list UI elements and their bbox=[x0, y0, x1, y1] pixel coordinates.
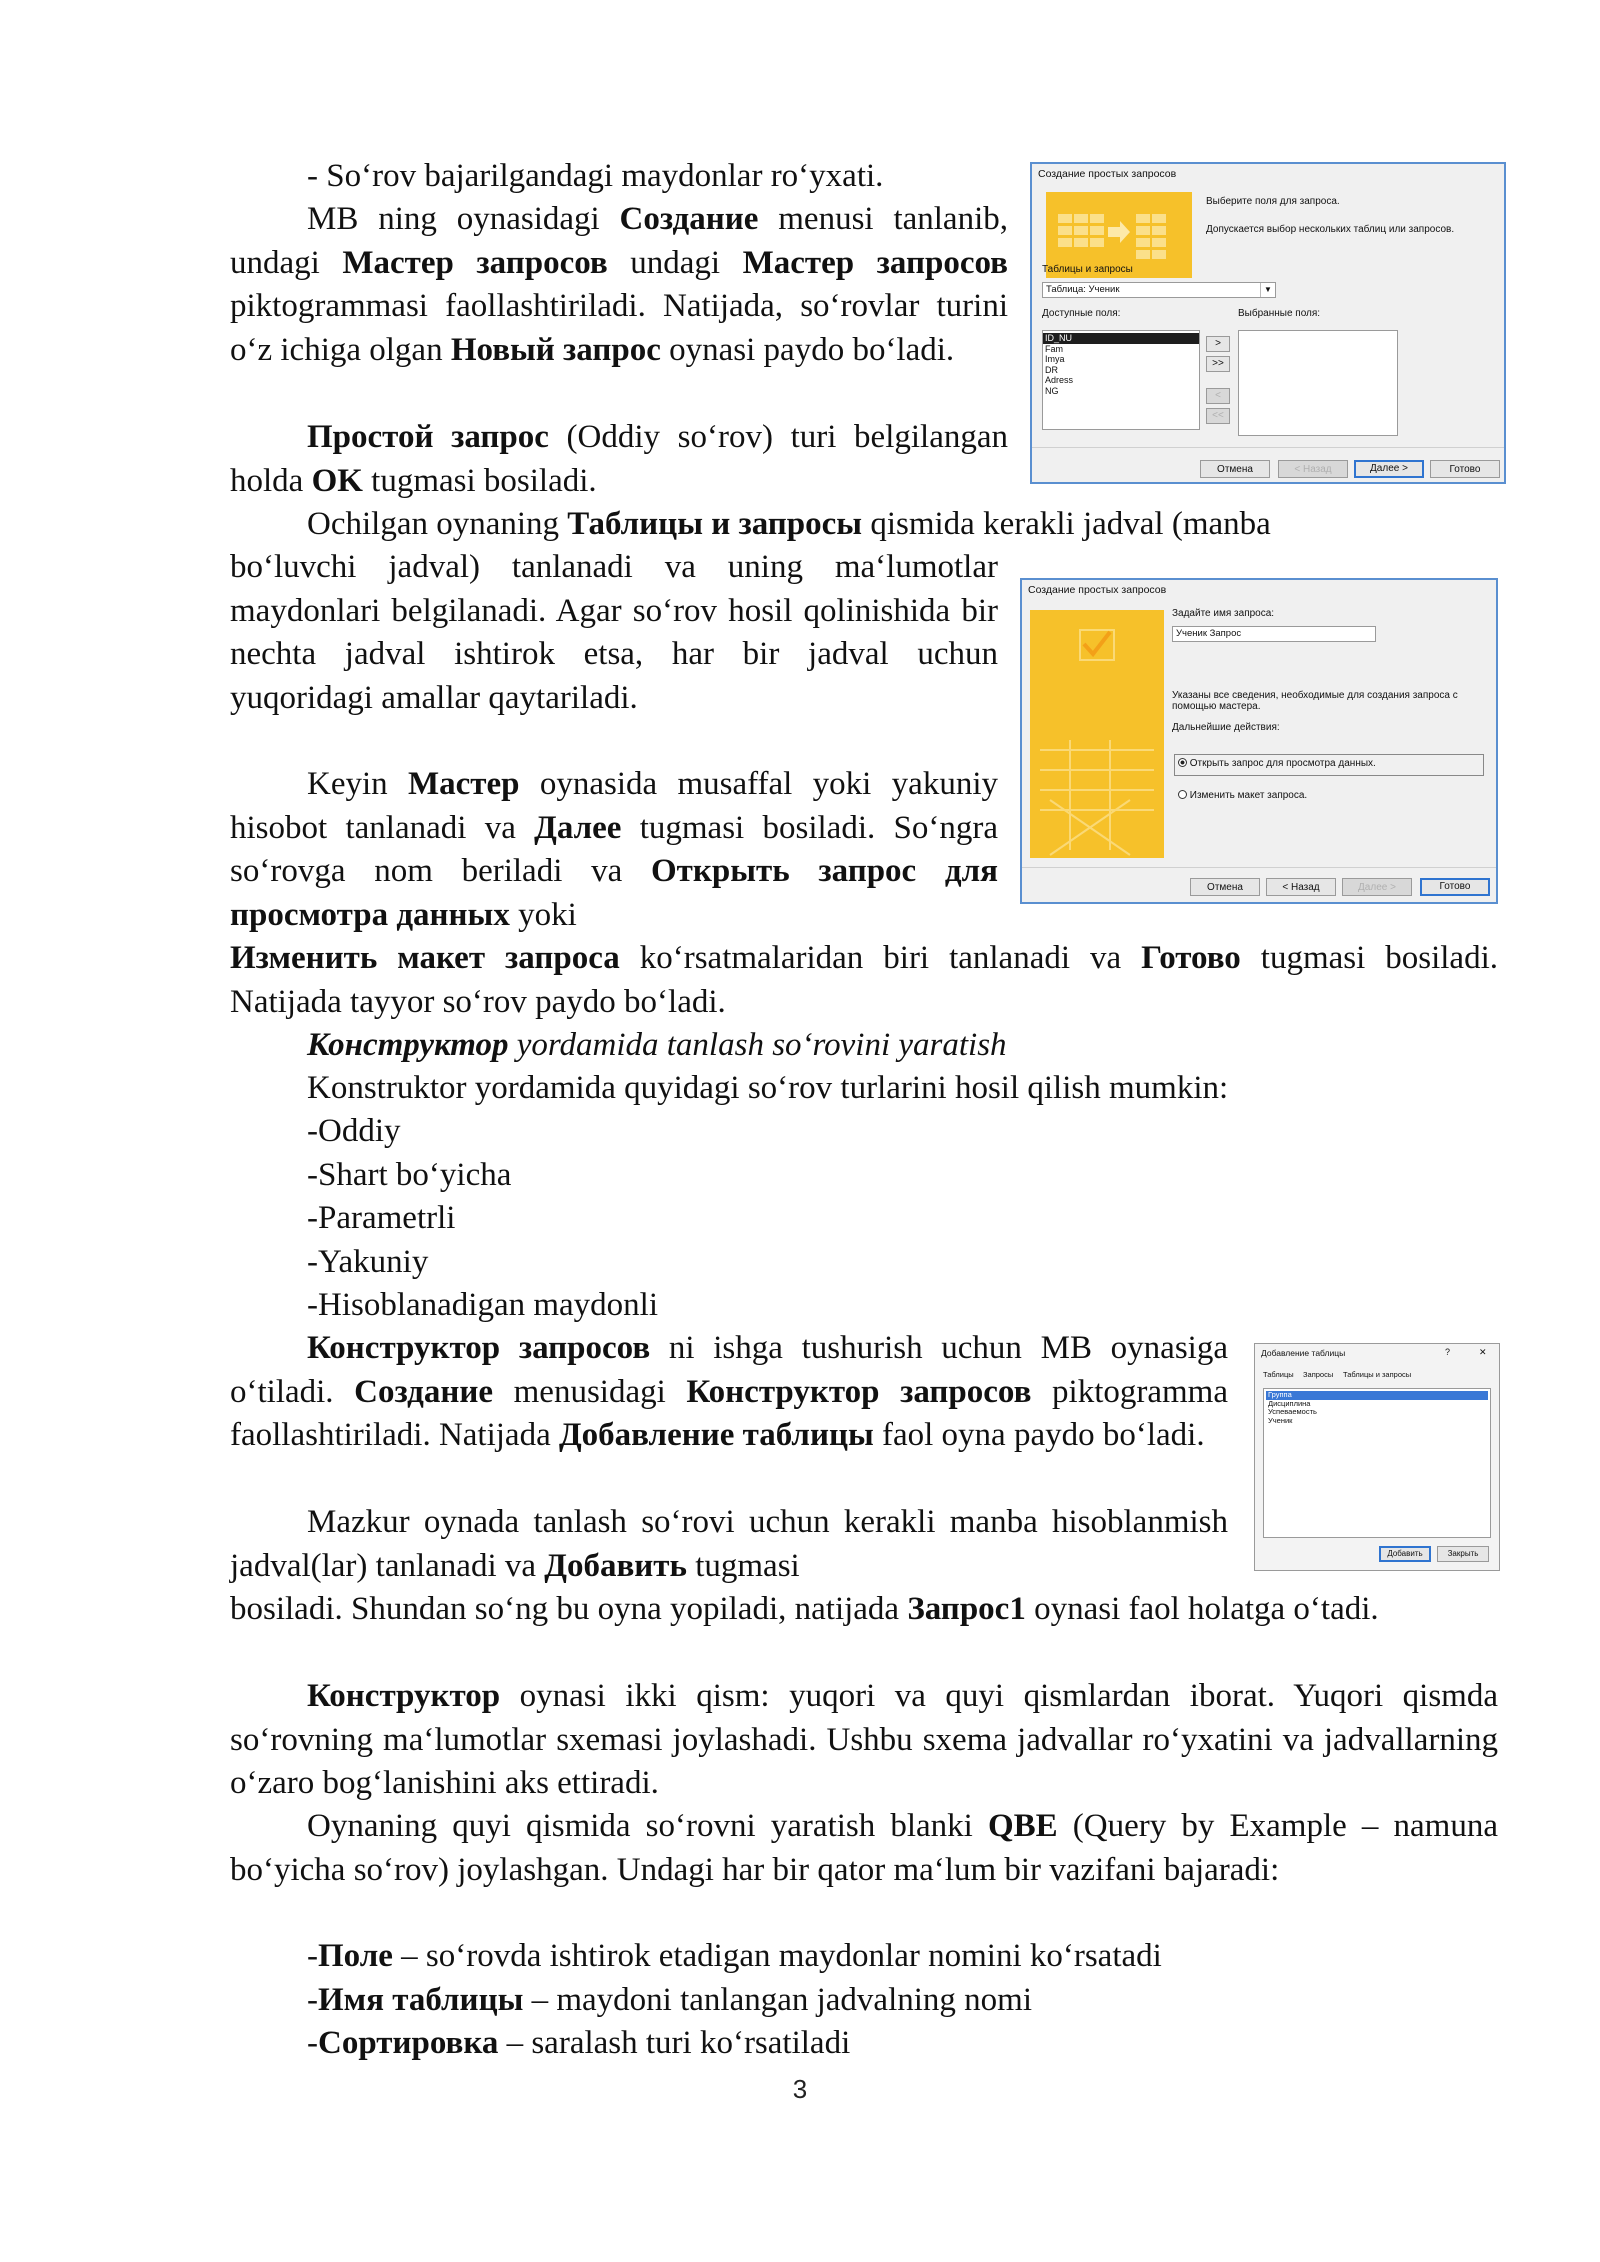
remove-all-button[interactable]: << bbox=[1206, 408, 1230, 424]
list-item[interactable]: Дисциплина bbox=[1268, 1398, 1311, 1408]
paragraph-add-table: Mazkur oynada tanlash so‘rovi uchun kerakli manba hisoblanmish jadval(lar) tanlanadi va Добавить tugmasi bbox=[230, 1504, 1228, 1584]
query-types-list bbox=[230, 1110, 1498, 1328]
page-number: 3 bbox=[792, 2074, 808, 2104]
simple-query-wizard-finish-dialog bbox=[1020, 578, 1498, 904]
qbe-rows-list bbox=[230, 1935, 1498, 2066]
paragraph-simple-query: Простой запрос (Oddiy so‘rov) turi belgilangan holda OK tugmasi bosiladi. bbox=[230, 419, 1008, 499]
list-item: -Oddiy bbox=[307, 1113, 401, 1149]
tables-queries-select[interactable]: Таблица: Ученик ▼ bbox=[1042, 282, 1276, 298]
move-one-button[interactable]: > bbox=[1206, 336, 1230, 352]
list-item[interactable]: Ученик bbox=[1268, 1415, 1293, 1425]
simple-query-wizard-fields-dialog bbox=[1030, 162, 1506, 484]
next-actions-label: Дальнейшие действия: bbox=[1172, 722, 1280, 733]
wizard-info-text: Указаны все сведения, необходимые для создания запроса с помощью мастера. bbox=[1172, 690, 1458, 712]
section-heading: Конструктор yordamida tanlash so‘rovini yaratish bbox=[307, 1027, 1007, 1063]
checkmark-icon bbox=[1030, 610, 1164, 858]
query-name-input[interactable]: Ученик Запрос bbox=[1172, 626, 1376, 642]
list-item[interactable]: DR bbox=[1045, 364, 1058, 375]
next-button[interactable]: Далее > bbox=[1354, 460, 1424, 478]
remove-one-button[interactable]: < bbox=[1206, 388, 1230, 404]
list-item: -Имя таблицы – maydoni tanlangan jadvalning nomi bbox=[307, 1981, 1033, 2018]
list-item: -Поле – so‘rovda ishtirok etadigan maydonlar nomini ko‘rsatadi bbox=[307, 1938, 1162, 1974]
tables-list[interactable] bbox=[1263, 1388, 1491, 1538]
paragraph-tables-body: bo‘luvchi jadval) tanlanadi va uning ma‘lumotlar maydonlari belgilanadi. Agar so‘rov hosil qolinishida bir nechta jadval ishtirok etsa, har bir jadval uchun yuqoridagi amallar qaytariladi. bbox=[230, 549, 998, 716]
add-button[interactable]: Добавить bbox=[1379, 1546, 1431, 1562]
tables-queries-label: Таблицы и запросы bbox=[1042, 264, 1133, 275]
paragraph-wizard-open: MB ning oynasidagi Создание menusi tanlanib, undagi Мастер запросов undagi Мастер запросов piktogrammasi faollashtiriladi. Natijada, so‘rovlar turini o‘z ichiga olgan Новый запрос oynasi paydo bo‘ladi. bbox=[230, 201, 1008, 368]
paragraph-tables-line: Ochilgan oynaning Таблицы и запросы qismida kerakli jadval (manba bbox=[307, 506, 1271, 542]
list-item[interactable]: NG bbox=[1045, 385, 1059, 396]
list-item[interactable]: Imya bbox=[1045, 354, 1065, 364]
paragraph-add-table-cont: bosiladi. Shundan so‘ng bu oyna yopiladi, natijada Запрос1 oynasi faol holatga o‘tadi. bbox=[230, 1591, 1379, 1627]
add-table-dialog bbox=[1254, 1343, 1500, 1571]
radio-checked-icon[interactable] bbox=[1178, 758, 1187, 767]
move-all-button[interactable]: >> bbox=[1206, 356, 1230, 372]
list-item[interactable]: Успеваемость bbox=[1268, 1407, 1317, 1416]
list-item: -Сортировка – saralash turi ko‘rsatiladi bbox=[307, 2025, 851, 2061]
list-item: -Hisoblanadigan maydonli bbox=[307, 1287, 659, 1323]
option-open-query-radio[interactable]: Открыть запрос для просмотра данных. bbox=[1178, 758, 1376, 769]
next-button[interactable]: Далее > bbox=[1342, 878, 1412, 896]
dialog-title: Создание простых запросов bbox=[1038, 168, 1177, 180]
dialog-title: Создание простых запросов bbox=[1028, 584, 1167, 596]
chevron-down-icon[interactable]: ▼ bbox=[1260, 283, 1275, 297]
paragraph-finish-wizard: Keyin Мастер oynasida musaffal yoki yakuniy hisobot tanlanadi va Далее tugmasi bosiladi. So‘ngra so‘rovga nom beriladi va Открыть запрос для просмотра данных yoki bbox=[230, 766, 998, 933]
close-button[interactable]: Закрыть bbox=[1437, 1546, 1489, 1562]
list-item[interactable]: Группа bbox=[1266, 1391, 1488, 1400]
tab-tables-and-queries[interactable]: Таблицы и запросы bbox=[1343, 1370, 1412, 1379]
close-icon[interactable]: ✕ bbox=[1479, 1347, 1487, 1357]
paragraph-query-types-intro: Konstruktor yordamida quyidagi so‘rov turlarini hosil qilish mumkin: bbox=[307, 1070, 1229, 1106]
option-modify-design-radio[interactable]: Изменить макет запроса. bbox=[1178, 790, 1307, 801]
finish-button[interactable]: Готово bbox=[1430, 460, 1500, 478]
help-icon[interactable]: ? bbox=[1445, 1347, 1451, 1357]
hint-select-fields: Выберите поля для запроса. bbox=[1206, 196, 1340, 207]
tab-tables[interactable]: Таблицы bbox=[1263, 1370, 1294, 1379]
hint-multiple-tables: Допускается выбор нескольких таблиц или запросов. bbox=[1206, 224, 1455, 235]
query-name-label: Задайте имя запроса: bbox=[1172, 608, 1275, 619]
selected-fields-label: Выбранные поля: bbox=[1238, 308, 1321, 319]
tab-queries[interactable]: Запросы bbox=[1303, 1370, 1334, 1379]
finish-button[interactable]: Готово bbox=[1420, 878, 1490, 896]
wizard-illustration bbox=[1030, 610, 1164, 858]
back-button[interactable]: < Назад bbox=[1266, 878, 1336, 896]
list-item[interactable]: ID_NU bbox=[1043, 333, 1199, 344]
paragraph-finish-wizard-cont: Изменить макет запроса ko‘rsatmalaridan biri tanlanadi va Готово tugmasi bosiladi. Natijada tayyor so‘rov paydo bo‘ladi. bbox=[230, 940, 1498, 1020]
list-item[interactable]: Adress bbox=[1045, 375, 1074, 385]
list-item: -Yakuniy bbox=[307, 1243, 429, 1280]
paragraph-designer-open: Конструктор запросов ni ishga tushurish uchun MB oynasiga o‘tiladi. Создание menusidagi Конструктор запросов piktogramma faollashtiriladi. Natijada Добавление таблицы faol oyna paydo bo‘ladi. bbox=[230, 1330, 1228, 1453]
radio-unchecked-icon[interactable] bbox=[1178, 790, 1187, 799]
selected-fields-list[interactable] bbox=[1238, 330, 1398, 436]
paragraph-designer-parts: Конструктор oynasi ikki qism: yuqori va quyi qismlardan iborat. Yuqori qismda so‘rovning ma‘lumotlar sxemasi joylashadi. Ushbu sxema jadvallar ro‘yxatini va jadvallarning o‘zaro bog‘lanishini aks ettiradi. bbox=[230, 1678, 1498, 1801]
list-item[interactable]: Fam bbox=[1045, 343, 1063, 354]
list-item: -Shart bo‘yicha bbox=[307, 1156, 512, 1193]
paragraph-qbe: Oynaning quyi qismida so‘rovni yaratish blanki QBE (Query by Example – namuna bo‘yicha so‘rov) joylashgan. Undagi har bir qator ma‘lum bir vazifani bajaradi: bbox=[230, 1808, 1498, 1888]
cancel-button[interactable]: Отмена bbox=[1190, 878, 1260, 896]
list-item: -Parametrli bbox=[307, 1200, 456, 1236]
paragraph-fields-list: - So‘rov bajarilgandagi maydonlar ro‘yxati. bbox=[307, 158, 884, 194]
cancel-button[interactable]: Отмена bbox=[1200, 460, 1270, 478]
available-fields-label: Доступные поля: bbox=[1042, 308, 1121, 319]
back-button[interactable]: < Назад bbox=[1278, 460, 1348, 478]
dialog-title: Добавление таблицы bbox=[1261, 1348, 1346, 1358]
available-fields-list[interactable] bbox=[1042, 330, 1200, 430]
